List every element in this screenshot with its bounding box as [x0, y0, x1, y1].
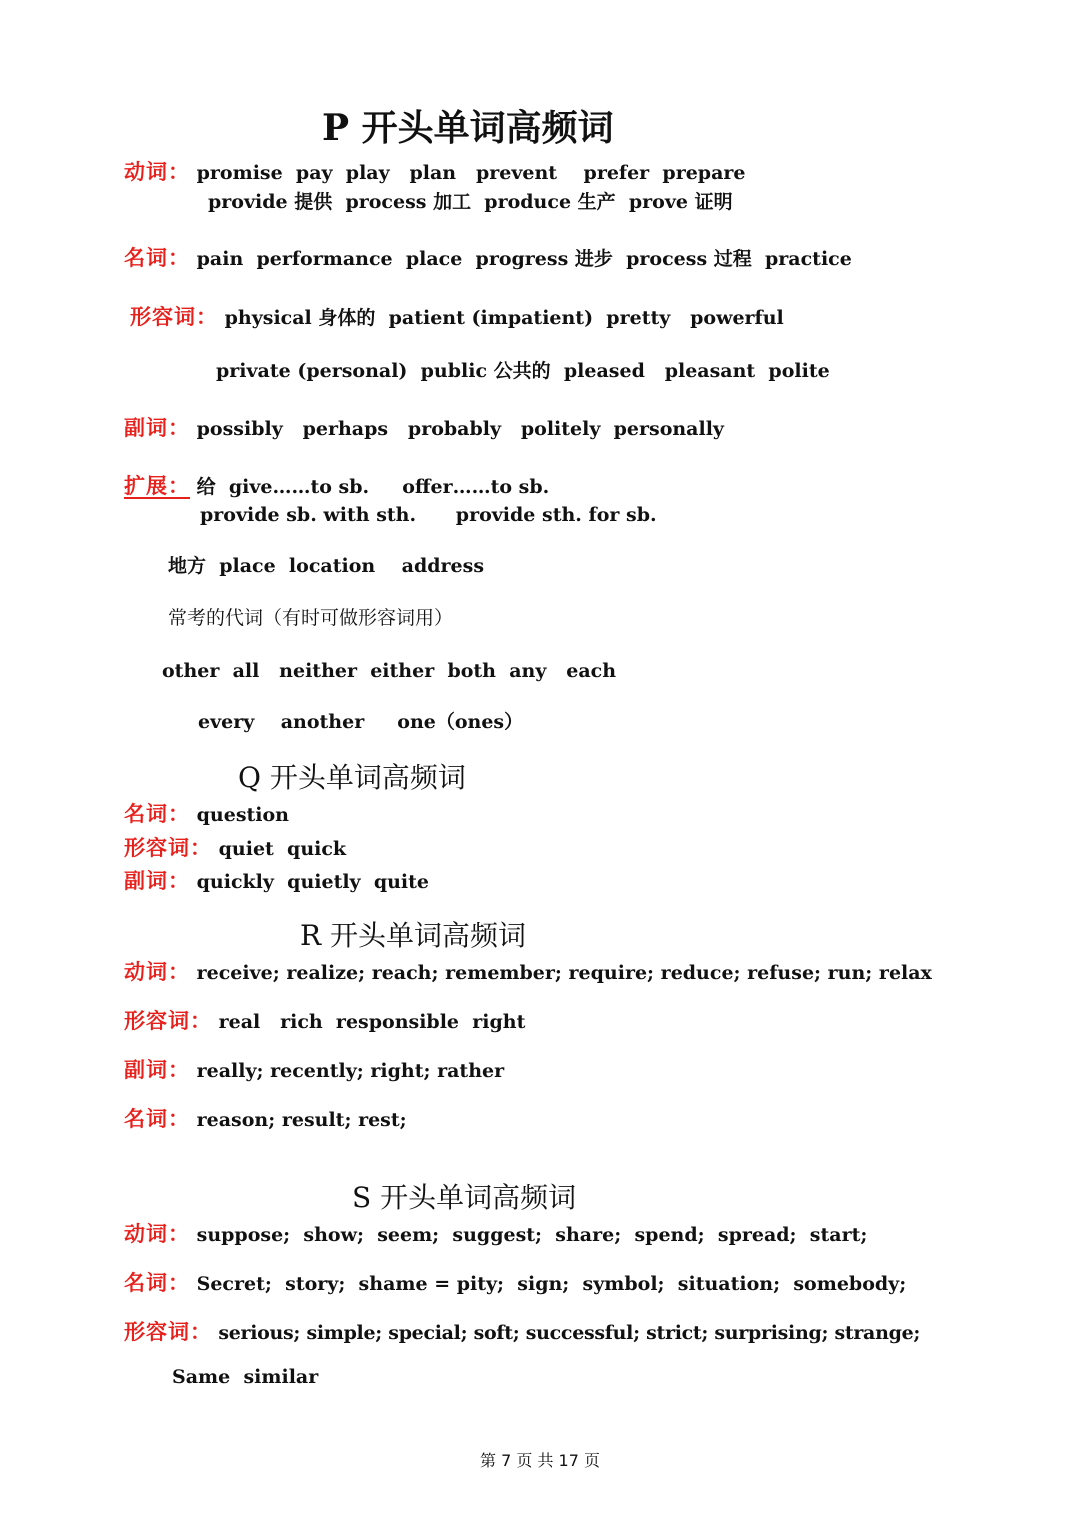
p-section-title: P 开头单词高频词 [322, 107, 614, 149]
p-adv-words: possibly perhaps probably politely personally [196, 418, 724, 440]
q-adv-words: quickly quietly quite [196, 871, 430, 893]
r-noun-line [124, 1107, 407, 1132]
adv-label: 副词： [124, 1057, 190, 1082]
s-verb-line [124, 1222, 867, 1247]
adv-label: 副词： [124, 868, 190, 893]
s-adj-words: serious; simple; special; soft; successful; strict; surprising; strange; [218, 1322, 921, 1344]
p-pron-line-1: other all neither either both any each [162, 660, 617, 682]
verb-label: 动词： [124, 1221, 190, 1246]
r-section-title: R 开头单词高频词 [300, 919, 526, 952]
p-adj-words-1: physical 身体的 patient (impatient) pretty powerful [224, 307, 784, 329]
s-verb-words: suppose; show; seem; suggest; share; spend; spread; start; [196, 1224, 868, 1246]
s-section-title: S 开头单词高频词 [352, 1181, 577, 1214]
q-adj-line [124, 836, 346, 861]
p-pron-heading: 常考的代词（有时可做形容词用） [168, 607, 454, 629]
ext-label: 扩展： [124, 473, 190, 498]
page-footer: 第 7 页 共 17 页 [480, 1451, 600, 1470]
r-noun-words: reason; result; rest; [196, 1109, 407, 1131]
r-verb-words: receive; realize; reach; remember; require; reduce; refuse; run; relax [196, 962, 932, 984]
p-verb-line-1 [124, 160, 746, 185]
p-pron-line-2: every another one（ones） [198, 711, 524, 733]
r-adv-line [124, 1058, 504, 1083]
noun-label: 名词： [124, 1106, 190, 1131]
verb-label: 动词： [124, 959, 190, 984]
s-adj-line [124, 1320, 920, 1345]
s-noun-line [124, 1271, 906, 1296]
p-noun-words: pain performance place progress 进步 process 过程 practice [196, 248, 852, 270]
p-ext-line-2: provide sb. with sth. provide sth. for sb. [200, 504, 657, 526]
p-ext-line-1 [124, 474, 549, 499]
s-noun-words: Secret; story; shame = pity; sign; symbol; situation; somebody; [196, 1273, 907, 1295]
r-adj-line [124, 1009, 525, 1034]
adj-label: 形容词： [124, 1319, 212, 1344]
adv-label: 副词： [124, 415, 190, 440]
q-noun-line [124, 802, 289, 827]
p-verb-words-1: promise pay play plan prevent prefer prepare [196, 162, 746, 184]
q-section-title: Q 开头单词高频词 [238, 761, 466, 794]
r-adv-words: really; recently; right; rather [196, 1060, 505, 1082]
p-adj-line-1 [130, 305, 784, 330]
p-verb-line-2: provide 提供 process 加工 produce 生产 prove 证明 [208, 191, 733, 213]
p-adj-line-2: private (personal) public 公共的 pleased pleasant polite [216, 360, 830, 382]
adj-label: 形容词： [130, 304, 218, 329]
adj-label: 形容词： [124, 835, 212, 860]
q-adj-words: quiet quick [218, 838, 347, 860]
noun-label: 名词： [124, 245, 190, 270]
r-verb-line [124, 960, 932, 985]
p-noun-line [124, 246, 852, 271]
p-ext-words-1: 给 give……to sb. offer……to sb. [196, 476, 550, 498]
q-noun-words: question [196, 804, 289, 826]
verb-label: 动词： [124, 159, 190, 184]
r-adj-words: real rich responsible right [218, 1011, 526, 1033]
q-adv-line [124, 869, 429, 894]
p-place-line: 地方 place location address [168, 555, 485, 577]
noun-label: 名词： [124, 801, 190, 826]
s-adj-line-2: Same similar [172, 1366, 319, 1388]
p-adv-line [124, 416, 724, 441]
noun-label: 名词： [124, 1270, 190, 1295]
adj-label: 形容词： [124, 1008, 212, 1033]
